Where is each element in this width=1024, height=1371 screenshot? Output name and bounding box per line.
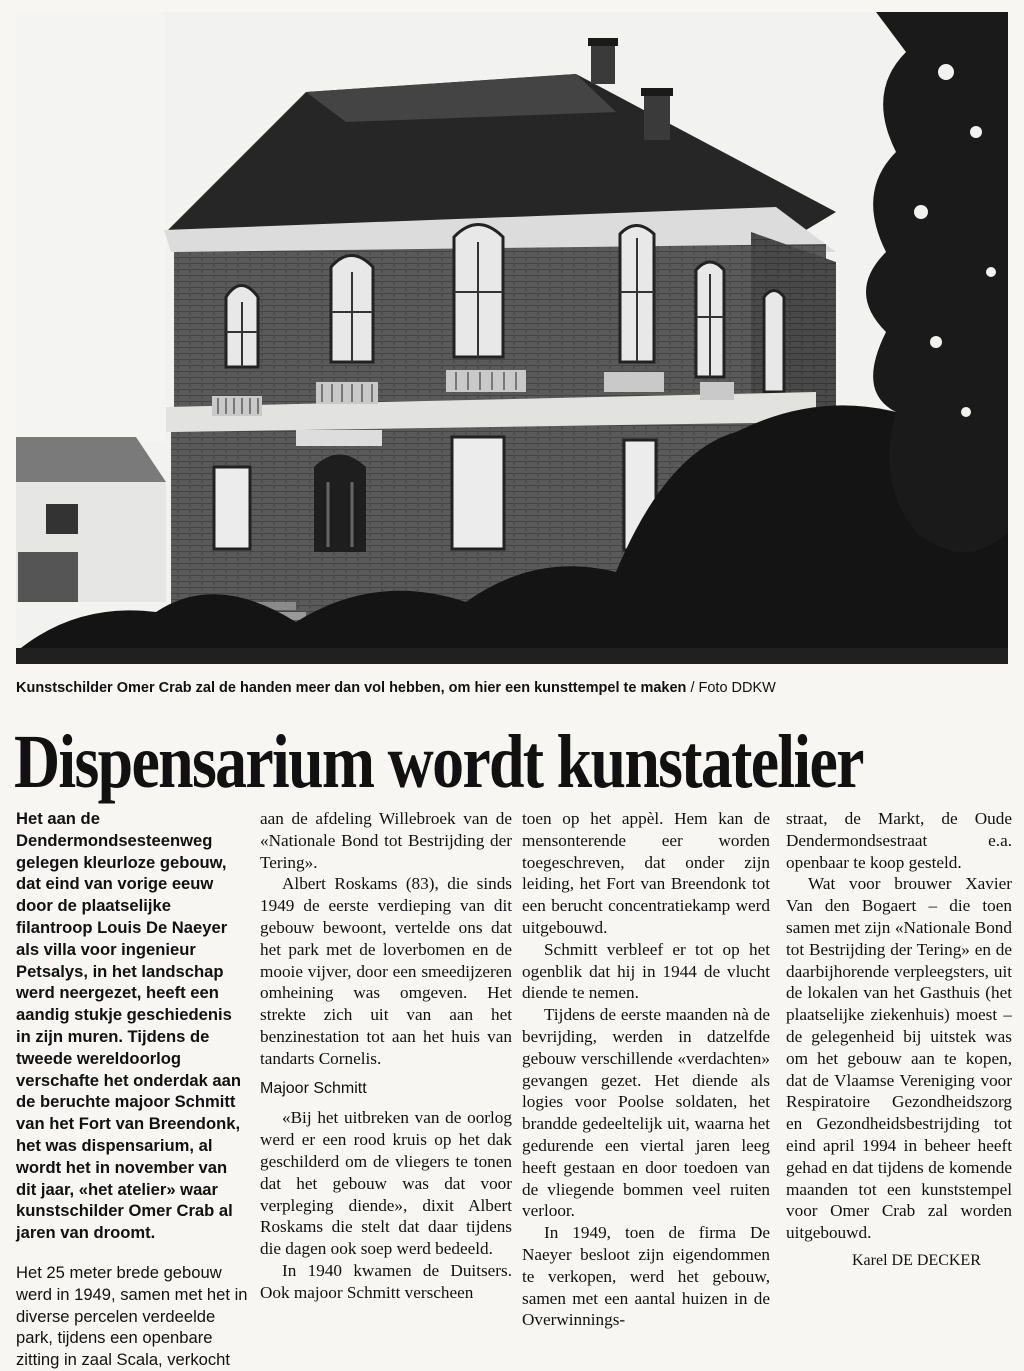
article-column-2	[260, 808, 512, 1304]
paragraph: Albert Roskams (83), die sinds 1949 de eerste verdieping van dit gebouw bewoont, vertelde ons dat het park met de loverbomen en de mooie vijver, door een smeedijzeren omheining was omgeven. Het strekte zich uit van aan het benzinestation tot aan het huis van tandarts Cornelis.	[260, 874, 512, 1068]
paragraph: Wat voor brouwer Xavier Van den Bogaert – die toen samen met zijn «Nationale Bond tot Bestrijding der Tering» en de daarbijhorende verpleegsters, uit de lokalen van het Gasthuis (het plaatselijke ziekenhuis) moest – de gelegenheid bij uitstek was om het gebouw aan te kopen, dat de Vlaamse Vereniging voor Respiratoire Gezondheidszorg en Gezondheidsbestrijding tot eind april 1994 in beheer heeft gehad en dat tijdens de komende maanden tot een kunststempel voor Omer Crab zal worden uitgebouwd.	[786, 874, 1012, 1243]
paragraph: «Bij het uitbreken van de oorlog werd er een rood kruis op het dak geschilderd om de vliegers te tonen dat het gebouw was dat voor verpleging diende», dixit Albert Roskams die stelt dat daar tijdens die dagen ook soep werd bedeeld.	[260, 1108, 512, 1259]
paragraph: Schmitt verbleef er tot op het ogenblik dat hij in 1944 de vlucht diende te nemen.	[522, 939, 770, 1003]
paragraph: toen op het appèl. Hem kan de mensonterende eer worden toegeschreven, dat onder zijn leiding, het Fort van Breendonk tot een berucht concentratiekamp werd uitgebouwd.	[522, 809, 770, 937]
paragraph: straat, de Markt, de Oude Dendermondsestraat e.a. openbaar te koop gesteld.	[786, 809, 1012, 872]
lead-paragraph: Het aan de Dendermondsesteenweg gelegen kleurloze gebouw, dat eind van vorige eeuw door de plaatselijke filantroop Louis De Naeyer als villa voor ingenieur Petsalys, in het landschap werd neergezet, heeft een aandig stukje geschiedenis in zijn muren. Tijdens de tweede wereldoorlog verschafte het onderdak aan de beruchte majoor Schmitt van het Fort van Breendonk, het was dispensarium, al wordt het in november van dit jaar, «het atelier» waar kunstschilder Omer Crab al jaren van droomt.	[16, 809, 242, 1243]
building-photo-illustration	[16, 12, 1008, 664]
caption-text: Kunstschilder Omer Crab zal de handen meer dan vol hebben, om hier een kunsttempel te maken	[16, 680, 687, 696]
subheading: Majoor Schmitt	[260, 1079, 367, 1097]
byline: Karel DE DECKER	[852, 1252, 981, 1269]
lead-column	[16, 808, 248, 1371]
photo-caption	[16, 680, 1016, 696]
article-column-3	[522, 808, 770, 1331]
paragraph: Tijdens de eerste maanden nà de bevrijding, werden in datzelfde gebouw verschillende «verdachten» gevangen gezet. Het diende als logies voor Poolse soldaten, het brandde gedeeltelijk uit, waarna het gedurende een viertal jaren leeg heeft gestaan en door toedoen van de vliegende bommen veel ruiten verloor.	[522, 1005, 770, 1221]
paragraph: In 1940 kwamen de Duitsers. Ook majoor Schmitt verscheen	[260, 1260, 512, 1302]
photo-credit: / Foto DDKW	[690, 680, 776, 696]
building-photo	[16, 12, 1008, 664]
paragraph: In 1949, toen de firma De Naeyer besloot zijn eigendommen te verkopen, werd het gebouw, samen met een aantal huizen in de Overwinnings-	[522, 1223, 770, 1330]
paragraph: aan de afdeling Willebroek van de «Nationale Bond tot Bestrijding der Tering».	[260, 809, 512, 872]
headline: Dispensarium wordt kunstatelier	[14, 720, 863, 804]
lead-paragraph-2: Het 25 meter brede gebouw werd in 1949, samen met het in diverse percelen verdeelde park, tijdens een openbare zitting in zaal Scala, verkocht	[16, 1262, 248, 1370]
article-column-4	[786, 808, 1012, 1244]
